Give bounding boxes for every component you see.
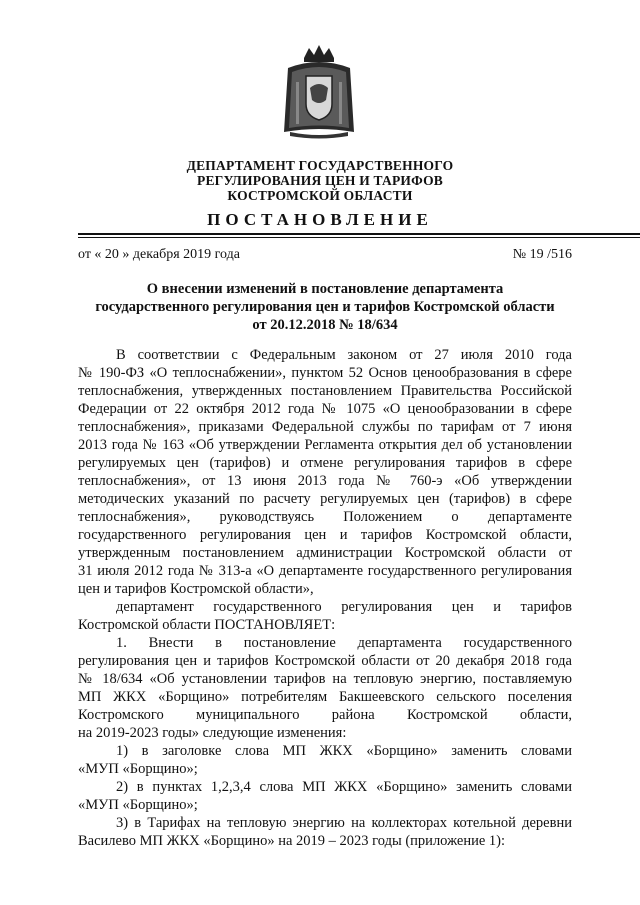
body-line: регулирования цен и тарифов Костромской области от 20 декабря 2018 года <box>78 653 572 669</box>
subject-line: от 20.12.2018 № 18/634 <box>252 317 398 333</box>
body-line: Федерации от 22 октября 2012 года № 1075 «О ценообразовании в сфере <box>78 401 572 417</box>
department-name-line: РЕГУЛИРОВАНИЯ ЦЕН И ТАРИФОВ <box>197 173 443 188</box>
body-line: 1. Внести в постановление департамента государственного <box>116 635 572 651</box>
body-line: МП ЖКХ «Борщино» потребителям Бакшеевского сельского поселения <box>78 689 572 705</box>
header-rule-thin <box>78 237 640 238</box>
subject-line: государственного регулирования цен и тарифов Костромской области <box>95 299 555 315</box>
department-name-line: КОСТРОМСКОЙ ОБЛАСТИ <box>227 188 413 203</box>
body-line: теплоснабжения», от 13 июня 2013 года № 760-э «Об утверждении <box>78 473 572 489</box>
document-date: от « 20 » декабря 2019 года <box>78 247 240 262</box>
body-line: утвержденным постановлением администрации Костромской области от <box>78 545 572 561</box>
body-line: Костромского муниципального района Костромской области, <box>78 707 572 723</box>
body-line: на 2019-2023 годы» следующие изменения: <box>78 725 347 741</box>
body-line: В соответствии с Федеральным законом от 27 июля 2010 года <box>116 347 572 363</box>
document-type-title: ПОСТАНОВЛЕНИЕ <box>207 210 433 229</box>
body-line: Василево МП ЖКХ «Борщино» на 2019 – 2023 годы (приложение 1): <box>78 833 506 849</box>
header-rule <box>78 233 640 235</box>
body-line: цен и тарифов Костромской области», <box>78 581 314 597</box>
body-line: «МУП «Борщино»; <box>78 797 198 813</box>
body-line: 31 июля 2012 года № 313-а «О департаменте государственного регулирования <box>78 563 572 579</box>
body-line: теплоснабжения», руководствуясь Положением о департаменте <box>78 509 572 525</box>
subject-line: О внесении изменений в постановление департамента <box>146 281 504 297</box>
coat-of-arms-icon <box>280 42 358 142</box>
body-line: № 18/634 «Об установлении тарифов на тепловую энергию, поставляемую <box>78 671 572 687</box>
body-line: «МУП «Борщино»; <box>78 761 198 777</box>
body-line: Костромской области ПОСТАНОВЛЯЕТ: <box>78 617 336 633</box>
body-line: № 190-ФЗ «О теплоснабжении», пунктом 52 Основ ценообразования в сфере <box>78 365 572 381</box>
body-line: теплоснабжения», приказами Федеральной службы по тарифам от 7 июня <box>78 419 572 435</box>
document-number: № 19 /516 <box>512 247 572 262</box>
body-line: 2) в пунктах 1,2,3,4 слова МП ЖКХ «Борщино» заменить словами <box>116 779 572 795</box>
body-line: государственного регулирования цен и тарифов Костромской области, <box>78 527 572 543</box>
body-line: методических указаний по расчету регулируемых цен (тарифов) в сфере <box>78 491 572 507</box>
body-line: 3) в Тарифах на тепловую энергию на коллекторах котельной деревни <box>116 815 572 831</box>
body-line: 1) в заголовке слова МП ЖКХ «Борщино» заменить словами <box>116 743 572 759</box>
body-line: регулируемых цен (тарифов) и отмене регулирования тарифов в сфере <box>78 455 572 471</box>
department-name-line: ДЕПАРТАМЕНТ ГОСУДАРСТВЕННОГО <box>186 158 454 173</box>
body-line: теплоснабжения, утвержденных постановлением Правительства Российской <box>78 383 572 399</box>
body-line: департамент государственного регулирования цен и тарифов <box>116 599 572 615</box>
body-line: 2013 года № 163 «Об утверждении Регламента открытия дел об установлении <box>78 437 572 453</box>
